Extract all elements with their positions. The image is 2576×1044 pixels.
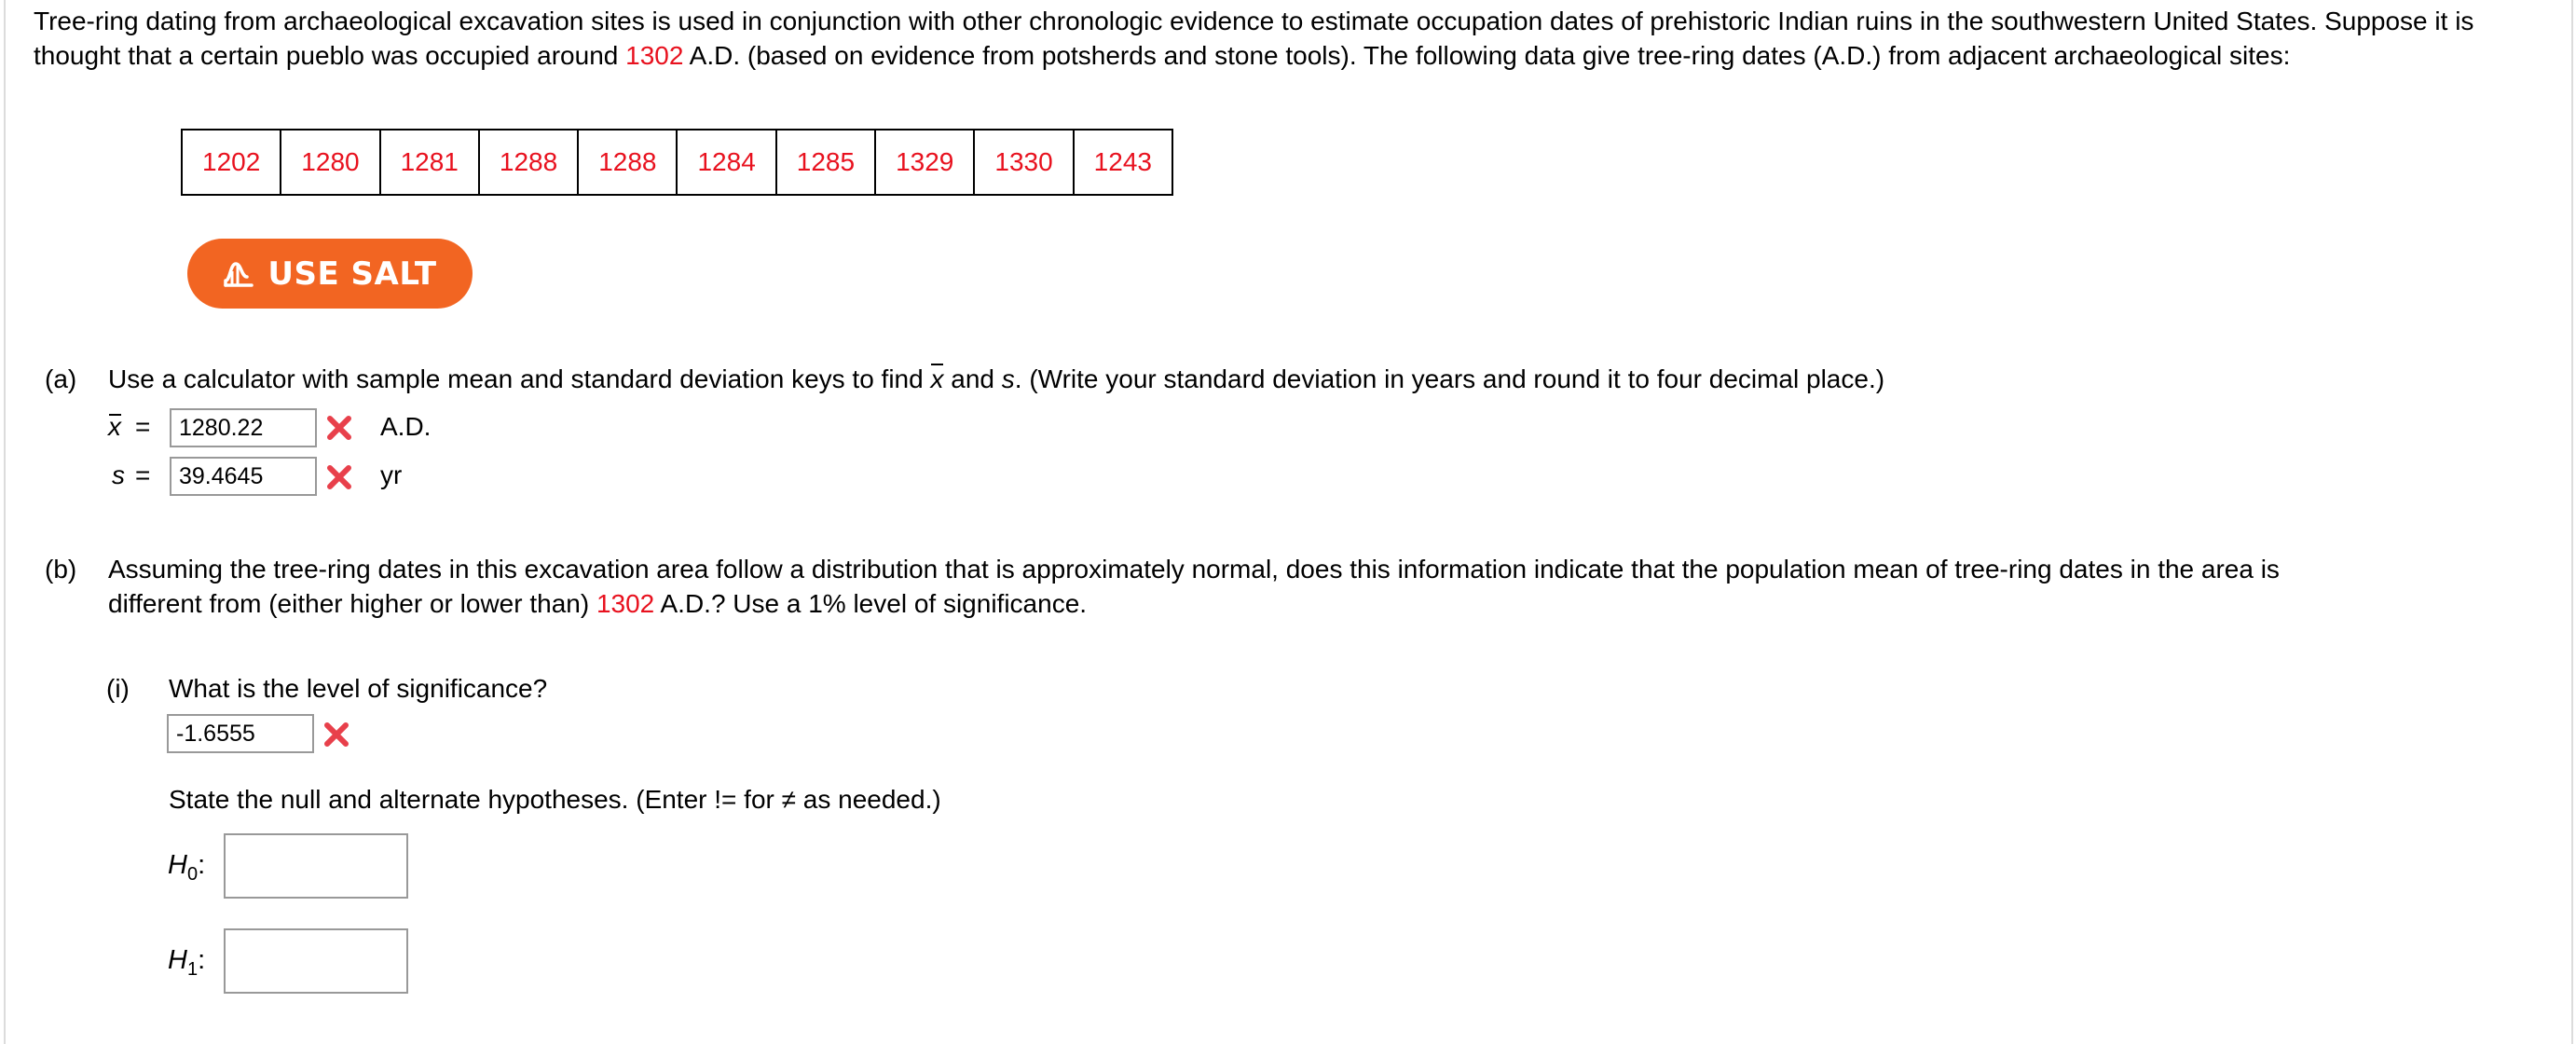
data-cell: 1329 [875,130,974,195]
x-mark-icon [325,414,353,442]
s-unit: yr [380,460,403,489]
part-a-text: Use a calculator with sample mean and standard deviation keys to find x and s. (Write your standard deviation in years and round it to four decimal place.) [108,362,2531,396]
data-cell: 1280 [281,130,379,195]
xbar-symbol: x [930,362,943,396]
use-salt-label: USE SALT [267,254,437,293]
data-cell: 1243 [1074,130,1172,195]
part-b-label: (b) [45,555,77,584]
xbar-label: x [108,412,121,441]
h1-label: $H_1$: [168,945,206,980]
data-cell: 1288 [578,130,677,195]
data-row [182,130,1172,195]
part-b-year: 1302 [596,589,655,618]
salt-chart-icon [223,260,254,288]
intro-year: 1302 [625,41,684,70]
x-mark-icon [322,721,350,749]
intro-text-2: A.D. (based on evidence from potsherds and stone tools). The following data give tree-ring dates (A.D.) from adjacent archaeological sites: [683,41,2291,70]
xbar-unit: A.D. [380,412,432,441]
use-salt-button[interactable] [187,239,473,309]
h0-input[interactable] [224,833,408,899]
significance-input[interactable]: -1.6555 [167,714,314,753]
s-input[interactable]: 39.4645 [170,457,317,496]
data-table [181,129,1173,196]
part-i-label: (i) [106,674,130,703]
s-label: s [112,460,125,489]
intro-text: Tree-ring dating from archaeological excavation sites is used in conjunction with other chronologic evidence to estimate occupation dates of prehistoric Indian ruins in the southwestern United States. Suppose it is thought that a certain pueblo was occupied around [34,7,2474,70]
h1-input[interactable] [224,928,408,994]
xbar-input[interactable]: 1280.22 [170,408,317,447]
hypotheses-prompt: State the null and alternate hypotheses. (Enter != for ≠ as needed.) [169,785,941,814]
part-a-label: (a) [45,364,77,393]
h0-label: $H_0$: [168,850,206,885]
problem-intro [34,4,2541,73]
xbar-equals: = [135,412,151,441]
part-b-text: Assuming the tree-ring dates in this excavation area follow a distribution that is approximately normal, does this information indicate that the population mean of tree-ring dates in the area is different from (either higher or lower than) 1302 A.D.? Use a 1% level of significance. [108,555,2280,618]
data-cell: 1330 [974,130,1073,195]
s-equals: = [135,460,151,489]
data-cell: 1284 [677,130,775,195]
data-cell: 1285 [776,130,875,195]
data-cell: 1202 [182,130,281,195]
x-mark-icon [325,463,353,491]
data-cell: 1288 [479,130,578,195]
data-cell: 1281 [380,130,479,195]
significance-question: What is the level of significance? [169,674,548,703]
